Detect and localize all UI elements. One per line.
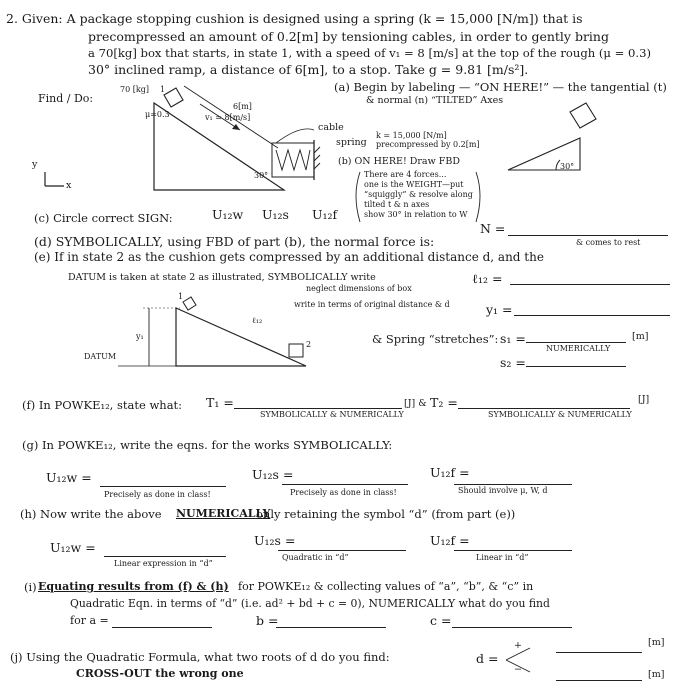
neglect-note: neglect dimensions of box — [306, 284, 412, 293]
l12-diagram-label: ℓ₁₂ — [252, 316, 263, 325]
part-b-note-5: show 30° in relation to W — [364, 210, 468, 219]
c-label: c = — [430, 613, 452, 628]
part-a-line-1: (a) Begin by labeling — “ON HERE!” — the tangential (t) — [334, 80, 667, 94]
part-e-line-1: (e) If in state 2 as the cushion gets compressed by an additional distance d, and the — [34, 250, 544, 264]
s1-label: s₁ = — [500, 331, 526, 346]
g-u-friction-note: Should involve μ, W, d — [458, 486, 548, 495]
h-u-friction-label: U₁₂f = — [430, 533, 470, 548]
spring-stretches-label: & Spring “stretches”: — [372, 332, 499, 346]
g-u-spring-note: Precisely as done in class! — [290, 488, 397, 497]
part-h-numerically: NUMERICALLY — [176, 507, 271, 520]
part-e-line-2: DATUM is taken at state 2 as illustrated, SYMBOLICALLY write — [68, 272, 376, 283]
h-u-weight-label: U₁₂w = — [50, 540, 96, 555]
y1-label: y₁ = — [486, 302, 513, 317]
spring-label: spring — [336, 137, 367, 148]
part-f-label: (f) In POWKE₁₂, state what: — [22, 398, 183, 412]
mu-label: μ=0.3 — [145, 110, 170, 119]
s2-label: s₂ = — [500, 355, 526, 370]
problem-line-3: a 70[kg] box that starts, in state 1, with a speed of v₁ = 8 [m/s] at the top of the rough (μ = 0.3) — [88, 46, 652, 60]
part-d-text: (d) SYMBOLICALLY, using FBD of part (b), the normal force is: — [34, 234, 435, 249]
part-j-line-2: CROSS-OUT the wrong one — [76, 667, 244, 680]
part-i-equating: Equating results from (f) & (h) — [38, 580, 229, 593]
part-c-label: (c) Circle correct SIGN: — [34, 211, 173, 225]
root-2-unit: [m] — [648, 669, 665, 680]
part-a-line-2: & normal (n) “TILTED” Axes — [366, 95, 504, 106]
axis-y-label: y — [32, 159, 38, 170]
t1-label: T₁ = — [206, 395, 234, 410]
part-i-line-2: Quadratic Eqn. in terms of “d” (i.e. ad² + bd + c = 0), NUMERICALLY what do you find — [70, 597, 550, 610]
h-u-friction-note: Linear in “d” — [476, 553, 529, 562]
l12-label: ℓ₁₂ = — [472, 271, 503, 286]
root-1-unit: [m] — [648, 637, 665, 648]
h-u-spring-note: Quadratic in “d” — [282, 553, 349, 562]
distance-label: 6[m] — [233, 102, 252, 111]
g-u-weight-label: U₁₂w = — [46, 470, 92, 485]
part-e-note: & comes to rest — [576, 238, 641, 247]
b-label: b = — [256, 613, 279, 628]
h-u-spring-label: U₁₂s = — [254, 533, 296, 548]
h-u-weight-note: Linear expression in “d” — [114, 559, 213, 568]
part-b-note-4: tilted t & n axes — [364, 200, 430, 209]
d-label: d = — [476, 651, 499, 666]
spring-precompressed-label: precompressed by 0.2[m] — [376, 140, 480, 149]
g-u-spring-label: U₁₂s = — [252, 467, 294, 482]
part-b-note-2: one is the WEIGHT—put — [364, 180, 464, 189]
minus-sign: − — [514, 664, 522, 675]
problem-line-4: 30° inclined ramp, a distance of 6[m], to a stop. Take g = 9.81 [m/s²]. — [88, 62, 529, 77]
t2-note: SYMBOLICALLY & NUMERICALLY — [488, 410, 632, 419]
spring-k-label: k = 15,000 [N/m] — [376, 131, 447, 140]
problem-line-1: 2. Given: A package stopping cushion is designed using a spring (k = 15,000 [N/m]) that is — [6, 11, 583, 26]
part-i-a-label: for a = — [70, 614, 109, 627]
y1-diagram-label: y₁ — [136, 332, 144, 341]
t2-unit: [J] — [638, 394, 650, 405]
original-distance-note: write in terms of original distance & d — [294, 300, 450, 309]
mass-label: 70 [kg] — [120, 85, 149, 94]
part-b-note-1: There are 4 forces... — [364, 170, 447, 179]
small-angle-label: 30° — [560, 162, 575, 171]
part-b-note-3: “squiggly” & resolve along — [364, 190, 473, 199]
part-g-label: (g) In POWKE₁₂, write the eqns. for the works SYMBOLICALLY: — [22, 438, 393, 452]
part-i-label: (i) — [24, 580, 37, 594]
part-j-line-1: (j) Using the Quadratic Formula, what two roots of d do you find: — [10, 650, 390, 664]
state1-label: 1 — [160, 85, 166, 94]
datum-label: DATUM — [84, 352, 117, 361]
normal-force-label: N = — [480, 221, 506, 236]
axis-x-label: x — [66, 180, 72, 191]
t1-unit: [J] & — [404, 398, 427, 409]
s1-numerically-note: NUMERICALLY — [546, 344, 611, 353]
part-b-title: (b) ON HERE! Draw FBD — [338, 156, 460, 167]
g-u-friction-label: U₁₂f = — [430, 465, 470, 480]
part-i-rest: for POWKE₁₂ & collecting values of “a”, “b”, & “c” in — [238, 580, 534, 593]
speed-label: v₁ = 8[m/s] — [205, 113, 251, 122]
problem-line-2: precompressed an amount of 0.2[m] by tensioning cables, in order to gently bring — [88, 29, 609, 44]
part-c-u-weight: U₁₂w — [212, 207, 244, 222]
part-c-u-spring: U₁₂s — [262, 207, 289, 222]
cable-label: cable — [318, 122, 344, 133]
angle-label: 30° — [254, 171, 269, 180]
plus-sign: + — [514, 640, 522, 651]
find-do-label: Find / Do: — [38, 92, 94, 105]
state2-diagram-label: 2 — [306, 340, 312, 349]
s1-unit: [m] — [632, 331, 649, 342]
t1-note: SYMBOLICALLY & NUMERICALLY — [260, 410, 404, 419]
root-2-answer-line[interactable] — [556, 680, 642, 681]
g-u-weight-note: Precisely as done in class! — [104, 490, 211, 499]
root-1-answer-line[interactable] — [556, 652, 642, 653]
part-h-prefix: (h) Now write the above — [20, 507, 162, 521]
t2-label: T₂ = — [430, 395, 458, 410]
part-h-suffix: only retaining the symbol “d” (from part (e)) — [256, 507, 516, 521]
state1-diagram-label: 1 — [178, 292, 184, 301]
part-c-u-friction: U₁₂f — [312, 207, 338, 222]
